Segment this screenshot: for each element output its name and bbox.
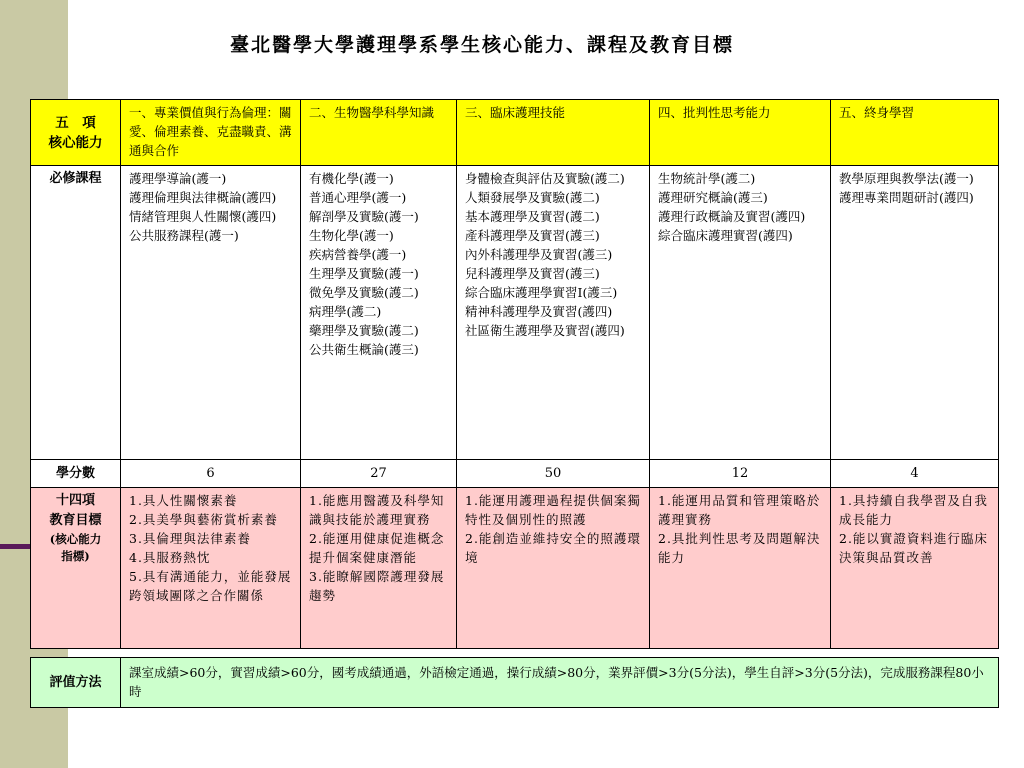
education-goals-row [31, 488, 999, 649]
title-text: 臺北醫學大學護理學系學生核心能力、課程及教育目標 [229, 34, 734, 56]
evaluation-text: 課室成績>60分，實習成績>60分，國考成績通過，外語檢定通過，操行成績>80分，業界評價>3分(5分法)，學生自評>3分(5分法)，完成服務課程80小時 [121, 658, 999, 708]
header-row [31, 100, 999, 166]
evaluation-table [30, 657, 999, 708]
education-goals-label [31, 488, 121, 649]
education-goals-col-5: 1.具持續自我學習及自我成長能力 2.能以實證資料進行臨床決策與品質改善 [831, 488, 999, 649]
credits-col-1: 6 [121, 460, 301, 488]
education-goals-col-4: 1.能運用品質和管理策略於護理實務 2.具批判性思考及問題解決能力 [650, 488, 831, 649]
header-col-3: 三、臨床護理技能 [457, 100, 650, 166]
evaluation-row [31, 658, 999, 708]
education-goals-col-2: 1.能應用醫護及科學知識與技能於護理實務 2.能運用健康促進概念提升個案健康潛能 3.能瞭解國際護理發展趨勢 [301, 488, 457, 649]
education-goals-col-1: 1.具人性關懷素養 2.具美學與藝術賞析素養 3.具倫理與法律素養 4.具服務熱忱 5.具有溝通能力，並能發展跨領域團隊之合作關係 [121, 488, 301, 649]
credits-col-5: 4 [831, 460, 999, 488]
education-goals-col-3: 1.能運用護理過程提供個案獨特性及個別性的照護 2.能創造並維持安全的照護環境 [457, 488, 650, 649]
required-courses-col-4: 生物統計學(護二) 護理研究概論(護三) 護理行政概論及實習(護四) 綜合臨床護理實習(護四) [650, 166, 831, 460]
required-courses-col-5: 教學原理與教學法(護一) 護理專業問題研討(護四) [831, 166, 999, 460]
required-courses-col-3: 身體檢查與評估及實驗(護二) 人類發展學及實驗(護二) 基本護理學及實習(護二) 產科護理學及實習(護三) 內外科護理學及實習(護三) 兒科護理學及實習(護三) 綜合臨床護理學實習I(護三) 精神科護理學及實習(護四) 社區衛生護理學及實習(護四) [457, 166, 650, 460]
education-goals-title: 十四項 教育目標 [49, 493, 102, 528]
header-col-5: 五、終身學習 [831, 100, 999, 166]
evaluation-label: 評值方法 [31, 658, 121, 708]
required-courses-row [31, 166, 999, 460]
required-courses-label: 必修課程 [31, 166, 121, 460]
header-core-abilities: 五 項 核心能力 [31, 100, 121, 166]
credits-col-4: 12 [650, 460, 831, 488]
competency-table [30, 99, 999, 649]
header-col-4: 四、批判性思考能力 [650, 100, 831, 166]
credits-col-2: 27 [301, 460, 457, 488]
header-col-1: 一、專業價值與行為倫理：關愛、倫理素養、克盡職責、溝通與合作 [121, 100, 301, 166]
required-courses-col-1: 護理學導論(護一) 護理倫理與法律概論(護四) 情緒管理與人性關懷(護四) 公共服務課程(護一) [121, 166, 301, 460]
page-title [0, 30, 1024, 57]
header-col-2: 二、生物醫學科學知識 [301, 100, 457, 166]
credits-col-3: 50 [457, 460, 650, 488]
credits-row [31, 460, 999, 488]
education-goals-subtitle: (核心能力 指標) [49, 532, 102, 563]
credits-label: 學分數 [31, 460, 121, 488]
required-courses-col-2: 有機化學(護一) 普通心理學(護一) 解剖學及實驗(護一) 生物化學(護一) 疾病營養學(護一) 生理學及實驗(護一) 微免學及實驗(護二) 病理學(護二) 藥理學及實驗(護二) 公共衛生概論(護三) [301, 166, 457, 460]
